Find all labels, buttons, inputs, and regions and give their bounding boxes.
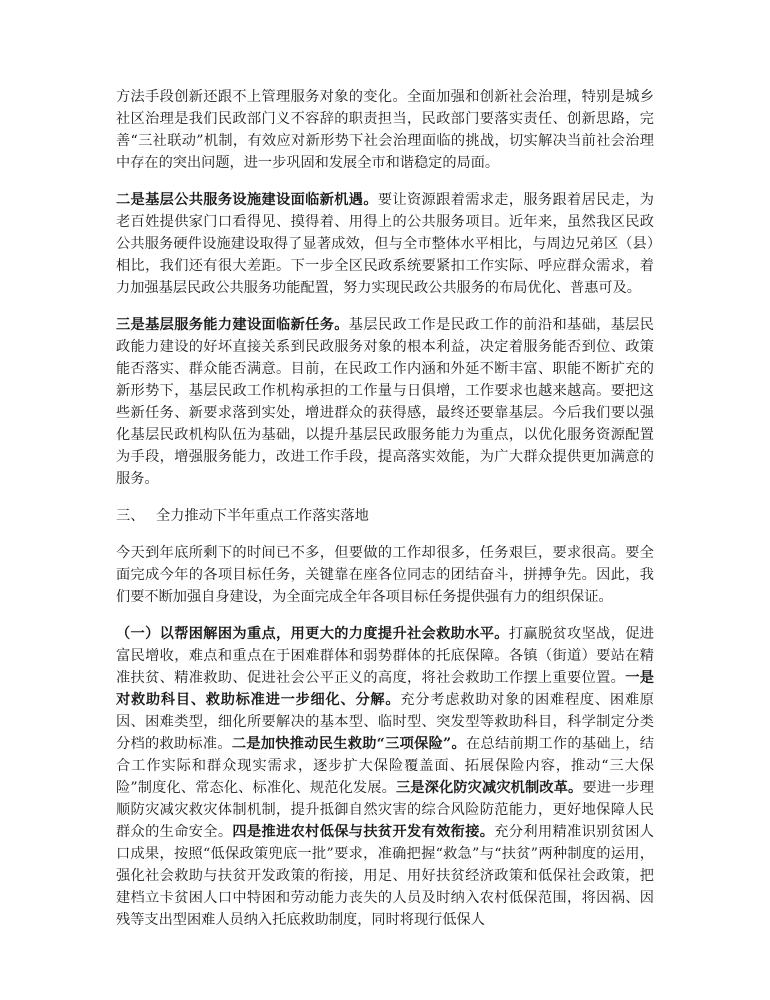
paragraph-body: 方法手段创新还跟不上管理服务对象的变化。全面加强和创新社会治理，特别是城乡社区治理是我们民政部门义不容辞的职责担当，民政部门要落实责任、创新思路，完善“三社联动”机制，有效应对新形势下社会治理面临的挑战，切实解决当前社会治理中存在的突出问题，进一步巩固和发展全市和谐稳定的局面。 — [116, 89, 654, 171]
assistance-heading: （一）以帮困解困为重点，用更大的力度提升社会救助水平。 — [116, 626, 509, 642]
point-one-text: 充分考虑救助对象的困难程度、困难原因、困难类型，细化所要解决的基本型、临时型、突发型等救助科目，科学制定分类分档的救助标准。 — [116, 692, 654, 752]
point-three-lead: 三是深化防灾减灾机制改革。 — [395, 780, 583, 796]
point-two-lead: 二是加快推动民生救助“三项保险”。 — [231, 736, 466, 752]
point-two-text: 在总结前期工作的基础上，结合工作实际和群众现实需求，逐步扩大保险覆盖面、拓展保险内容，推动“三大保险”制度化、常态化、标准化、规范化发展。 — [116, 736, 654, 796]
point-four-text: 充分利用精准识别贫困人口成果，按照“低保政策兜底一批”要求，准确把握“救急”与“扶贫”两种制度的运用，强化社会救助与扶贫开发政策的衔接，用足、用好扶贫经济政策和低保社会政策，把建档立卡贫困人口中特困和劳动能力丧失的人员及时纳入农村低保范围，将因祸、因残等支出型困难人员纳入托底救助制度，同时将现行低保人 — [116, 824, 654, 928]
paragraph-intro: 今天到年底所剩下的时间已不多，但要做的工作却很多，任务艰巨，要求很高。要全面完成今年的各项目标任务，关键靠在座各位同志的团结奋斗，拼搏争先。因此，我们要不断加强自身建设，为全面完成全年各项目标任务提供强有力的组织保证。 — [116, 545, 654, 605]
paragraph-service-capacity — [116, 314, 654, 490]
paragraph-lead: 二是基层公共服务设施建设面临新机遇。 — [116, 192, 378, 208]
paragraph-lead: 三是基层服务能力建设面临新任务。 — [116, 317, 349, 333]
assistance-text: 打赢脱贫攻坚战，促进富民增收，难点和重点在于困难群体和弱势群体的托底保障。各镇（街道）要站在精准扶贫、精准救助、促进社会公平正义的高度，将社会救助工作摆上重要位置。 — [116, 626, 654, 686]
section-heading — [116, 505, 654, 527]
section-title: 全力推动下半年重点工作落实落地 — [156, 508, 369, 524]
point-three-text: 要进一步理顺防灾减灾救灾体制机制，提升抵御自然灾害的综合风险防范能力，更好地保障人民群众的生命安全。 — [116, 780, 654, 840]
document-page — [116, 86, 654, 946]
point-one-lead: 一是对救助科目、救助标准进一步细化、分解。 — [116, 670, 654, 708]
paragraph-body: 基层民政工作是民政工作的前沿和基础，基层民政能力建设的好坏直接关系到民政服务对象的根本利益，决定着服务能否到位、政策能否落实、群众能否满意。目前，在民政工作内涵和外延不断丰富、职能不断扩充的新形势下，基层民政工作机构承担的工作量与日俱增，工作要求也越来越高。要把这些新任务、新要求落到实处，增进群众的获得感，最终还要靠基层。今后我们要以强化基层民政机构队伍为基础，以提升基层民政服务能力为重点，以优化服务资源配置为手段，增强服务能力，改进工作手段，提高落实效能，为广大群众提供更加满意的服务。 — [116, 317, 654, 487]
paragraph-public-service-facilities — [116, 189, 654, 299]
section-number: 三、 — [116, 508, 145, 524]
point-four-lead: 四是推进农村低保与扶贫开发有效衔接。 — [232, 824, 495, 840]
paragraph-body: 要让资源跟着需求走，服务跟着居民走，为老百姓提供家门口看得见、摸得着、用得上的公共服务项目。近年来，虽然我区民政公共服务硬件设施建设取得了显著成效，但与全市整体水平相比，与周边兄弟区（县）相比，我们还有很大差距。下一步全区民政系统要紧扣工作实际、呼应群众需求，着力加强基层民政公共服务功能配置，努力实现民政公共服务的布局优化、普惠可及。 — [116, 192, 654, 296]
paragraph-social-assistance — [116, 623, 654, 931]
paragraph-social-governance — [116, 86, 654, 174]
